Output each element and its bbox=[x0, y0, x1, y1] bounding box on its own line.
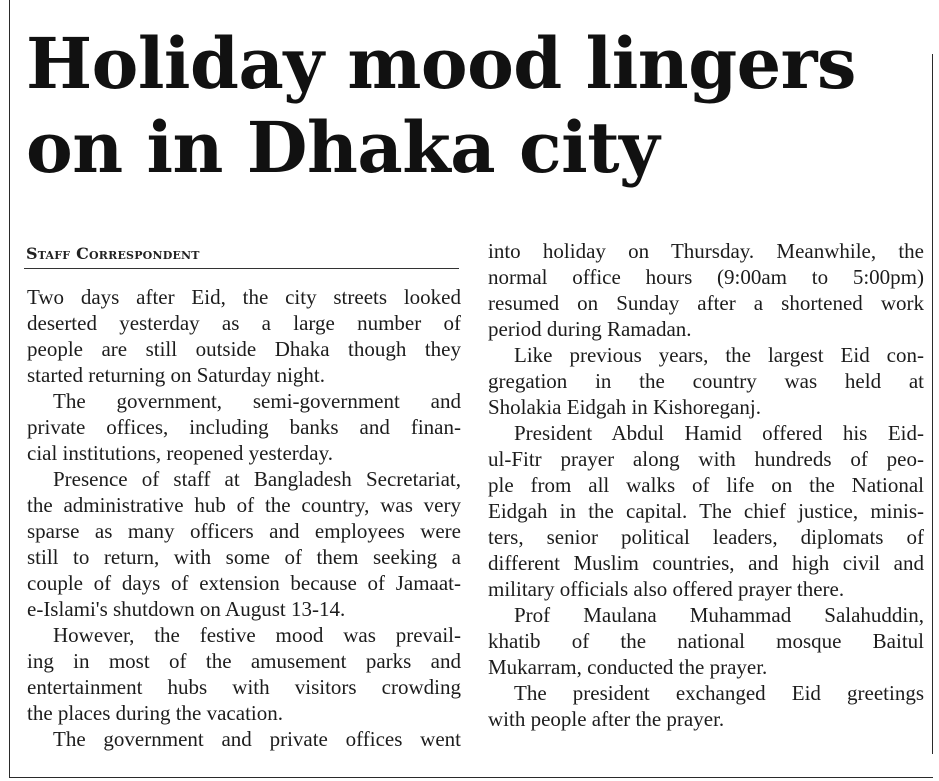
bottom-border-rule bbox=[9, 777, 933, 778]
body-line: Eidgah in the capital. The chief justice, minis- bbox=[488, 499, 924, 523]
body-line: period during Ramadan. bbox=[488, 317, 692, 341]
right-border-rule bbox=[932, 54, 933, 754]
body-line: The government and private offices went bbox=[53, 727, 461, 751]
body-line: e-Islami's shutdown on August 13-14. bbox=[27, 597, 346, 621]
body-line: gregation in the country was held at bbox=[488, 369, 924, 393]
body-line: ple from all walks of life on the National bbox=[488, 473, 924, 497]
body-line: ters, senior political leaders, diplomats of bbox=[488, 525, 924, 549]
headline-line-1: Holiday mood lingers bbox=[26, 22, 856, 105]
body-line: still to return, with some of them seeking a bbox=[27, 545, 461, 569]
body-line: Presence of staff at Bangladesh Secretariat, bbox=[53, 467, 461, 491]
body-line: normal office hours (9:00am to 5:00pm) bbox=[488, 265, 924, 289]
body-line: Like previous years, the largest Eid con- bbox=[514, 343, 924, 367]
headline bbox=[26, 22, 926, 190]
body-line: cial institutions, reopened yesterday. bbox=[27, 441, 333, 465]
body-line: Prof Maulana Muhammad Salahuddin, bbox=[514, 603, 924, 627]
body-line: different Muslim countries, and high civil and bbox=[488, 551, 924, 575]
body-line: Mukarram, conducted the prayer. bbox=[488, 655, 768, 679]
body-line: into holiday on Thursday. Meanwhile, the bbox=[488, 239, 924, 263]
body-line: private offices, including banks and finan- bbox=[27, 415, 461, 439]
body-line: However, the festive mood was prevail- bbox=[53, 623, 461, 647]
body-line: the places during the vacation. bbox=[27, 701, 283, 725]
body-line: military officials also offered prayer there. bbox=[488, 577, 845, 601]
body-line: The government, semi-government and bbox=[53, 389, 461, 413]
body-line: couple of days of extension because of Jamaat- bbox=[27, 571, 461, 595]
body-line: Two days after Eid, the city streets looked bbox=[27, 285, 461, 309]
left-border-rule bbox=[9, 0, 10, 778]
body-line: ing in most of the amusement parks and bbox=[27, 649, 461, 673]
body-line: started returning on Saturday night. bbox=[27, 363, 326, 387]
headline-line-2: on in Dhaka city bbox=[26, 106, 660, 189]
body-line: the administrative hub of the country, was very bbox=[27, 493, 461, 517]
body-line: sparse as many officers and employees were bbox=[27, 519, 461, 543]
body-line: The president exchanged Eid greetings bbox=[514, 681, 924, 705]
body-line: deserted yesterday as a large number of bbox=[27, 311, 461, 335]
body-line: President Abdul Hamid offered his Eid- bbox=[514, 421, 924, 445]
body-line: people are still outside Dhaka though they bbox=[27, 337, 461, 361]
body-line: khatib of the national mosque Baitul bbox=[488, 629, 924, 653]
left-column bbox=[27, 284, 461, 752]
body-line: resumed on Sunday after a shortened work bbox=[488, 291, 924, 315]
right-column bbox=[488, 238, 924, 732]
body-line: entertainment hubs with visitors crowding bbox=[27, 675, 461, 699]
body-line: Sholakia Eidgah in Kishoreganj. bbox=[488, 395, 761, 419]
byline: Staff Correspondent bbox=[26, 244, 200, 263]
byline-rule bbox=[24, 268, 459, 269]
body-line: ul-Fitr prayer along with hundreds of peo- bbox=[488, 447, 924, 471]
body-line: with people after the prayer. bbox=[488, 707, 725, 731]
